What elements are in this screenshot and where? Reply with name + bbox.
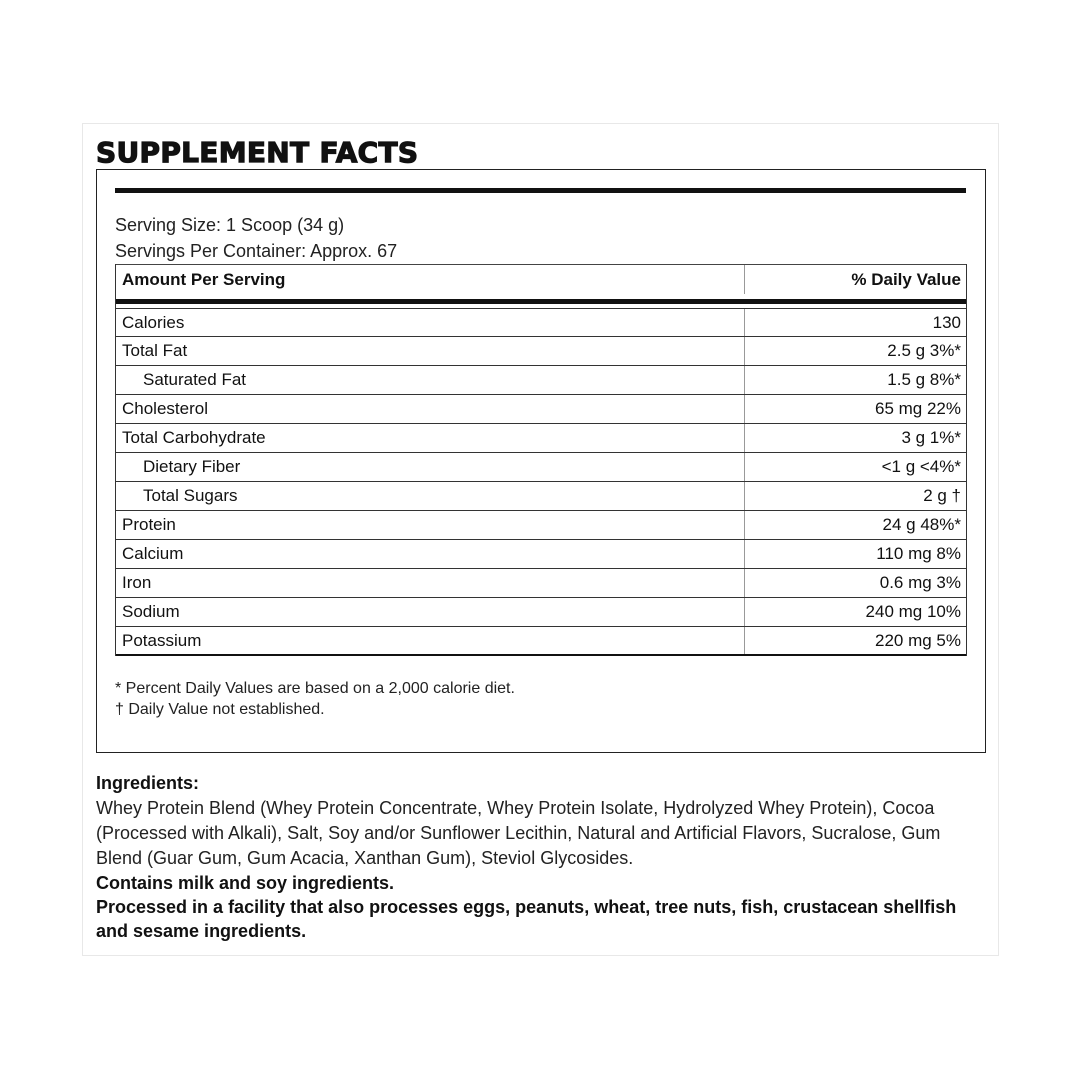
nutrient-name: Protein <box>116 511 745 539</box>
nutrient-rows <box>116 308 966 656</box>
table-row <box>116 482 966 511</box>
amount-per-serving-header: Amount Per Serving <box>116 265 745 294</box>
facility-statement: Processed in a facility that also processes eggs, peanuts, wheat, tree nuts, fish, crustacean shellfish and sesame ingredients. <box>96 897 957 941</box>
ingredients-heading: Ingredients: <box>96 773 200 793</box>
nutrient-value: <1 g <4%* <box>881 457 961 476</box>
top-thick-rule <box>115 188 966 193</box>
nutrient-name: Potassium <box>116 627 745 654</box>
nutrient-name: Total Fat <box>116 337 745 365</box>
table-row <box>116 395 966 424</box>
servings-per-container: Servings Per Container: Approx. 67 <box>115 241 398 261</box>
nutrient-value: 65 mg 22% <box>875 399 961 418</box>
header-thick-rule <box>116 294 966 308</box>
nutrient-name: Iron <box>116 569 745 597</box>
nutrient-value: 2 g † <box>923 486 961 505</box>
table-header-row <box>116 264 966 294</box>
table-row <box>116 627 966 656</box>
nutrient-name: Cholesterol <box>116 395 745 423</box>
nutrient-value: 110 mg 8% <box>876 544 961 563</box>
nutrient-value: 240 mg 10% <box>865 602 961 621</box>
dagger-footnote: † Daily Value not established. <box>115 701 325 718</box>
nutrient-value: 0.6 mg 3% <box>879 573 961 592</box>
table-row <box>116 366 966 395</box>
allergen-statement: Contains milk and soy ingredients. <box>96 873 395 893</box>
nutrient-name: Total Sugars <box>116 482 745 510</box>
table-row <box>116 453 966 482</box>
nutrient-name: Calories <box>116 309 745 336</box>
table-row <box>116 511 966 540</box>
daily-value-header: % Daily Value <box>851 269 961 289</box>
percent-dv-footnote: * Percent Daily Values are based on a 2,000 calorie diet. <box>115 680 515 697</box>
nutrient-name: Sodium <box>116 598 745 626</box>
table-row <box>116 308 966 337</box>
nutrient-value: 1.5 g 8%* <box>887 370 961 389</box>
table-row <box>116 598 966 627</box>
nutrient-value: 2.5 g 3%* <box>887 341 961 360</box>
nutrient-name: Calcium <box>116 540 745 568</box>
serving-size: Serving Size: 1 Scoop (34 g) <box>115 215 345 235</box>
table-row <box>116 540 966 569</box>
ingredients-text: Whey Protein Blend (Whey Protein Concentrate, Whey Protein Isolate, Hydrolyzed Whey Protein), Cocoa (Processed with Alkali), Salt, Soy and/or Sunflower Lecithin, Natural and Artificial Flavors, Sucralose, Gum Blend (Guar Gum, Gum Acacia, Xanthan Gum), Steviol Glycosides. <box>96 798 941 868</box>
table-row <box>116 424 966 453</box>
nutrient-value: 24 g 48%* <box>882 515 961 534</box>
nutrient-value: 220 mg 5% <box>875 630 961 650</box>
nutrient-name: Total Carbohydrate <box>116 424 745 452</box>
nutrient-value: 130 <box>932 312 961 332</box>
nutrient-table <box>115 264 967 656</box>
nutrient-name: Dietary Fiber <box>116 453 745 481</box>
table-row <box>116 569 966 598</box>
facts-title: SUPPLEMENT FACTS <box>96 136 419 169</box>
table-row <box>116 337 966 366</box>
nutrient-value: 3 g 1%* <box>901 428 961 447</box>
nutrient-name: Saturated Fat <box>116 366 745 394</box>
